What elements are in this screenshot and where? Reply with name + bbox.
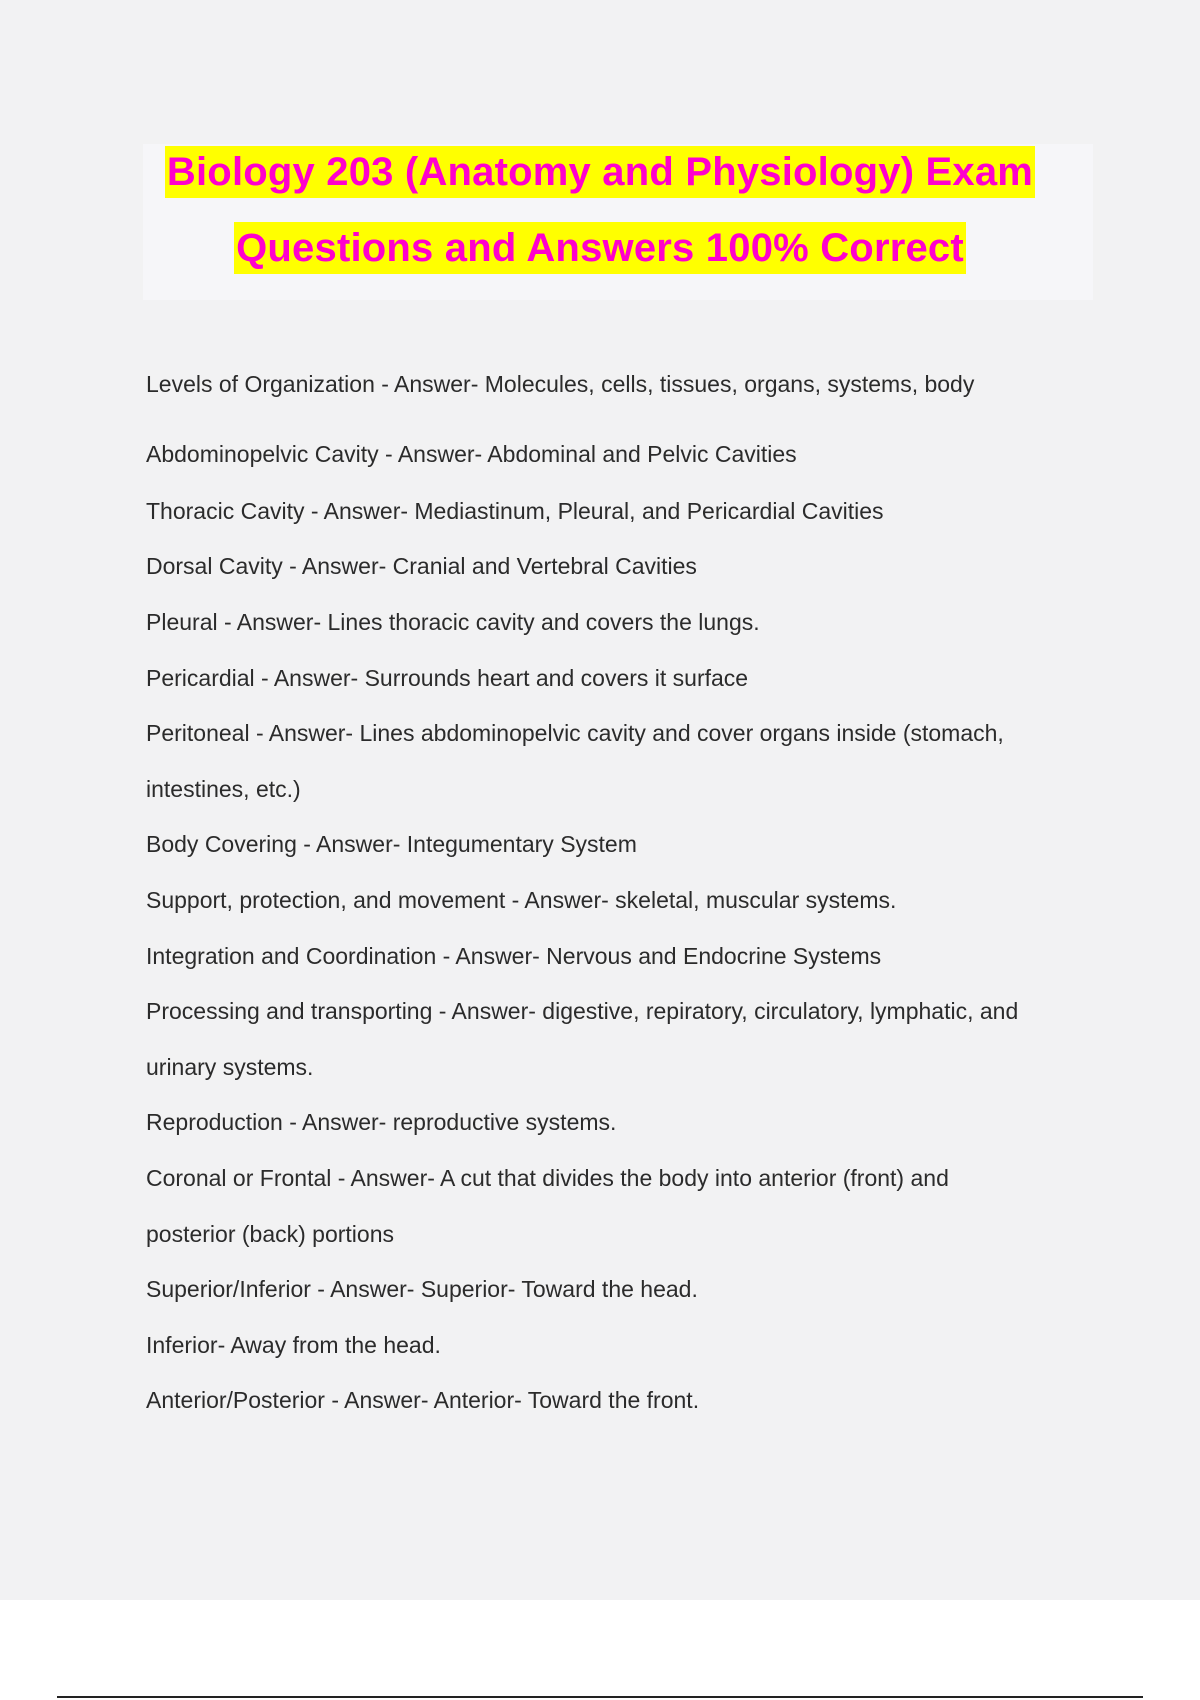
qa-line: posterior (back) portions xyxy=(146,1221,394,1247)
document-title-line-1: Biology 203 (Anatomy and Physiology) Exam xyxy=(165,146,1035,198)
qa-line: Reproduction - Answer- reproductive systems. xyxy=(146,1109,617,1135)
qa-line: Body Covering - Answer- Integumentary System xyxy=(146,831,637,857)
qa-line: Levels of Organization - Answer- Molecules, cells, tissues, organs, systems, body xyxy=(146,371,975,397)
qa-line: Superior/Inferior - Answer- Superior- Toward the head. xyxy=(146,1276,698,1302)
qa-line: Peritoneal - Answer- Lines abdominopelvic cavity and cover organs inside (stomach, xyxy=(146,720,1004,746)
qa-line: intestines, etc.) xyxy=(146,776,301,802)
qa-line: Processing and transporting - Answer- digestive, repiratory, circulatory, lymphatic, and xyxy=(146,998,1019,1024)
qa-line: Coronal or Frontal - Answer- A cut that divides the body into anterior (front) and xyxy=(146,1165,949,1191)
qa-line: Pericardial - Answer- Surrounds heart and covers it surface xyxy=(146,665,749,691)
page-divider xyxy=(57,1696,1143,1698)
qa-line: urinary systems. xyxy=(146,1054,314,1080)
qa-line: Pleural - Answer- Lines thoracic cavity and covers the lungs. xyxy=(146,609,760,635)
qa-line: Support, protection, and movement - Answer- skeletal, muscular systems. xyxy=(146,887,897,913)
qa-line: Inferior- Away from the head. xyxy=(146,1332,441,1358)
qa-line: Thoracic Cavity - Answer- Mediastinum, Pleural, and Pericardial Cavities xyxy=(146,498,884,524)
qa-line: Integration and Coordination - Answer- Nervous and Endocrine Systems xyxy=(146,943,882,969)
document-title-line-2: Questions and Answers 100% Correct xyxy=(234,222,966,274)
qa-line: Abdominopelvic Cavity - Answer- Abdominal and Pelvic Cavities xyxy=(146,441,797,467)
qa-line: Anterior/Posterior - Answer- Anterior- Toward the front. xyxy=(146,1387,700,1413)
qa-line: Dorsal Cavity - Answer- Cranial and Vertebral Cavities xyxy=(146,553,697,579)
